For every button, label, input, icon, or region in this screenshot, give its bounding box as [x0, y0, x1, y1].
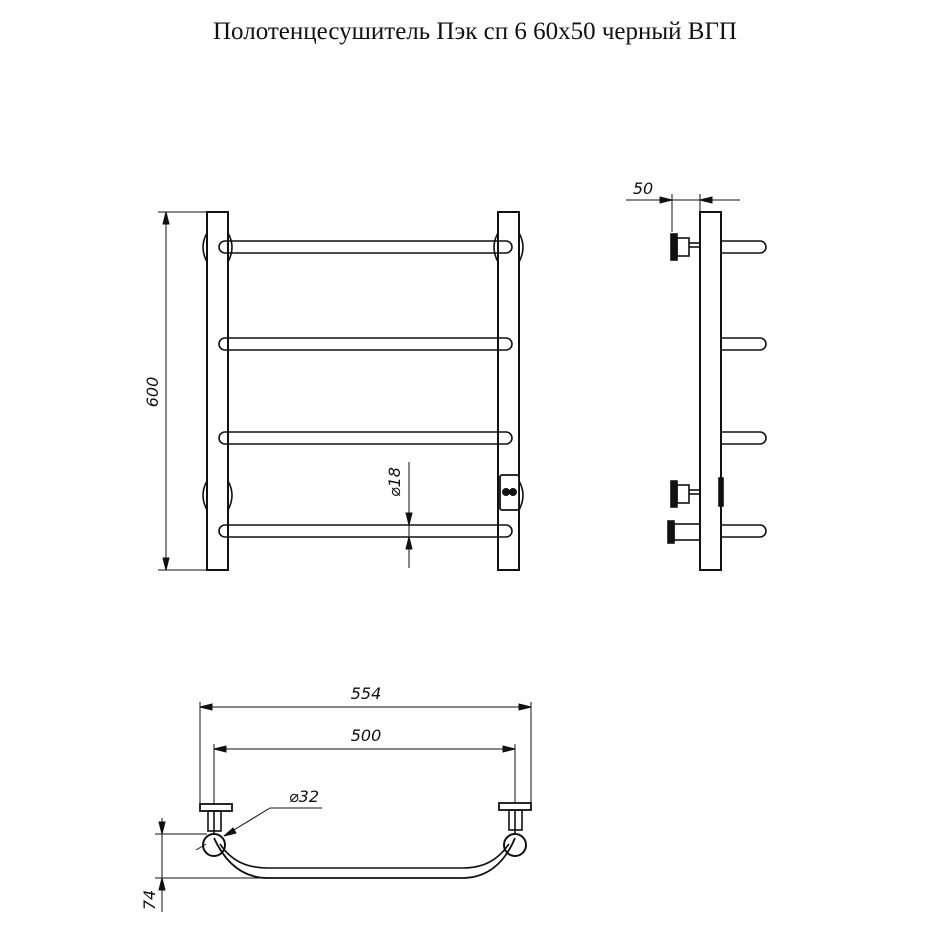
- dim-depth: [626, 194, 740, 232]
- side-view: [626, 179, 766, 570]
- dim-overall-label: 554: [350, 684, 382, 703]
- top-right-mount: [499, 803, 531, 834]
- switch-box: [500, 475, 519, 510]
- connectors: [203, 233, 523, 510]
- rungs: [219, 241, 512, 537]
- dim-offset-label: 74: [140, 889, 159, 911]
- side-post: [700, 212, 721, 570]
- rung: [219, 241, 512, 253]
- dim-height: [158, 212, 207, 570]
- left-post-section: [203, 834, 225, 856]
- right-post: [498, 212, 519, 570]
- dim-rung-label: ⌀18: [385, 467, 404, 497]
- front-view: [143, 212, 523, 570]
- dim-pipe: [196, 808, 322, 850]
- top-view: [140, 684, 531, 912]
- side-plug: [668, 521, 700, 543]
- top-left-mount: [200, 804, 232, 834]
- dim-rung: [406, 462, 412, 568]
- bottom-mount: [671, 478, 723, 507]
- right-post-section: [504, 834, 526, 856]
- dim-center-label: 500: [350, 726, 382, 745]
- dim-overall: [200, 702, 531, 804]
- rung: [219, 432, 512, 444]
- side-rungs: [721, 241, 766, 537]
- dim-offset: [155, 818, 268, 912]
- rung: [219, 338, 512, 350]
- left-post: [207, 212, 228, 570]
- top-bar-inner: [220, 844, 509, 868]
- dim-height-label: 600: [143, 376, 162, 408]
- top-bar-outer: [214, 838, 515, 878]
- dim-center: [214, 744, 515, 804]
- dim-pipe-label: ⌀32: [289, 787, 319, 806]
- page-title: Полотенцесушитель Пэк сп 6 60х50 черный ВГП: [213, 18, 737, 45]
- rung: [219, 525, 512, 537]
- top-mount: [671, 234, 700, 260]
- dim-depth-label: 50: [632, 179, 654, 198]
